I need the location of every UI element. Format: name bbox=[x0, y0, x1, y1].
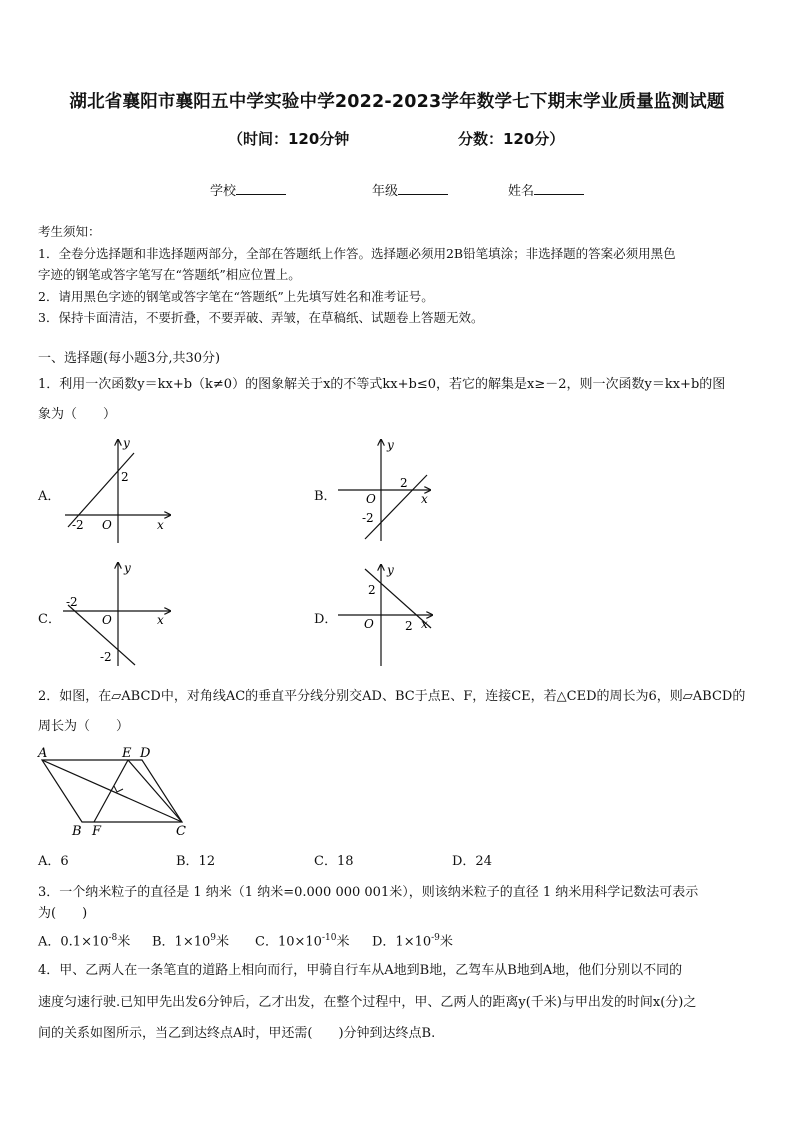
q2-option-a: A．6 bbox=[38, 854, 69, 869]
grade-field bbox=[372, 180, 448, 199]
notice-heading: 考生须知： bbox=[38, 224, 101, 239]
section-heading: 一、选择题(每小题3分,共30分) bbox=[38, 351, 221, 366]
name-label: 姓名 bbox=[508, 184, 535, 199]
origin-label: O bbox=[102, 518, 112, 532]
y-intercept-label: 2 bbox=[368, 583, 376, 597]
y-intercept-label: -2 bbox=[362, 511, 374, 525]
q3-option-b-unit: 米 bbox=[216, 934, 230, 950]
q2-parallelogram-figure bbox=[36, 744, 196, 839]
x-intercept-label: -2 bbox=[72, 518, 84, 532]
q3-option-a bbox=[38, 928, 130, 952]
q2-stem-line2: 周长为（ ） bbox=[38, 719, 130, 734]
q1-option-b-label: B． bbox=[314, 489, 337, 504]
point-a-label: A bbox=[38, 746, 48, 761]
q3-option-a-base: A．0.1×10 bbox=[38, 934, 109, 950]
y-axis-label: y bbox=[387, 563, 394, 577]
q4-stem-line2: 速度匀速行驶.已知甲先出发6分钟后，乙才出发，在整个过程中，甲、乙两人的距离y(千米)与甲出发的时间x(分)之 bbox=[38, 995, 697, 1010]
name-field bbox=[508, 180, 584, 199]
notice-item-2: 2．请用黑色字迹的钢笔或答字笔在“答题纸”上先填写姓名和准考证号。 bbox=[38, 289, 434, 304]
q3-option-d bbox=[372, 928, 453, 952]
q2-option-b: B．12 bbox=[176, 854, 216, 869]
time-limit: （时间：120分钟 bbox=[228, 130, 350, 148]
notice-item-3: 3．保持卡面清洁，不要折叠，不要弄破、弄皱，在草稿纸、试题卷上答题无效。 bbox=[38, 310, 484, 325]
q3-option-b-base: B．1×10 bbox=[152, 934, 211, 950]
x-axis-label: x bbox=[157, 518, 164, 532]
x-axis-label: x bbox=[421, 617, 428, 631]
y-intercept-label: -2 bbox=[100, 650, 112, 664]
y-axis-label: y bbox=[124, 561, 131, 575]
q2-option-d: D．24 bbox=[452, 854, 492, 869]
q3-option-b-exponent: 9 bbox=[210, 933, 216, 943]
school-label: 学校 bbox=[210, 184, 237, 199]
q3-option-c-unit: 米 bbox=[336, 934, 350, 950]
origin-label: O bbox=[364, 617, 374, 631]
q1-option-b-graph bbox=[335, 437, 440, 545]
q3-option-a-unit: 米 bbox=[117, 934, 131, 950]
q2-option-c: C．18 bbox=[314, 854, 354, 869]
q3-option-d-exponent: -9 bbox=[431, 933, 440, 943]
x-intercept-label: 2 bbox=[400, 476, 408, 490]
notice-item-1a: 1．全卷分选择题和非选择题两部分，全部在答题纸上作答。选择题必须用2B铅笔填涂；非选择题的答案必须用黑色 bbox=[38, 246, 676, 261]
y-axis-label: y bbox=[123, 436, 130, 450]
origin-label: O bbox=[102, 613, 112, 627]
x-axis-label: x bbox=[421, 492, 428, 506]
q1-option-a-graph bbox=[60, 435, 180, 550]
q4-stem-line3: 间的关系如图所示，当乙到达终点A时，甲还需( )分钟到达终点B. bbox=[38, 1026, 436, 1041]
exam-title: 湖北省襄阳市襄阳五中学实验中学2022-2023学年数学七下期末学业质量监测试题 bbox=[69, 92, 725, 112]
q2-stem-line1: 2．如图，在▱ABCD中，对角线AC的垂直平分线分别交AD、BC于点E、F，连接CE，若△CED的周长为6，则▱ABCD的 bbox=[38, 689, 746, 704]
school-blank bbox=[236, 182, 286, 195]
q1-stem-line1: 1．利用一次函数y＝kx+b（k≠0）的图象解关于x的不等式kx+b≤0，若它的解集是x≥－2，则一次函数y＝kx+b的图 bbox=[38, 377, 726, 392]
x-axis-label: x bbox=[157, 613, 164, 627]
q3-option-c bbox=[255, 928, 349, 952]
y-axis-label: y bbox=[387, 438, 394, 452]
grade-blank bbox=[398, 182, 448, 195]
q1-stem-line2: 象为（ ） bbox=[38, 407, 117, 422]
point-e-label: E bbox=[122, 746, 132, 761]
school-field bbox=[210, 180, 286, 199]
q3-stem-line2: 为( ) bbox=[38, 906, 88, 921]
q1-option-d-label: D． bbox=[314, 612, 338, 627]
grade-label: 年级 bbox=[372, 184, 399, 199]
q3-option-c-exponent: -10 bbox=[321, 933, 337, 943]
point-f-label: F bbox=[92, 824, 102, 839]
name-blank bbox=[534, 182, 584, 195]
origin-label: O bbox=[366, 492, 376, 506]
x-intercept-label: 2 bbox=[405, 619, 413, 633]
q1-option-a-label: A． bbox=[38, 489, 61, 504]
point-c-label: C bbox=[176, 824, 186, 839]
point-d-label: D bbox=[140, 746, 151, 761]
total-score: 分数：120分） bbox=[458, 130, 565, 148]
q3-option-d-unit: 米 bbox=[439, 934, 453, 950]
point-b-label: B bbox=[72, 824, 82, 839]
q3-stem-line1: 3．一个纳米粒子的直径是 1 纳米（1 纳米=0.000 000 001米），则该纳米粒子的直径 1 纳米用科学记数法可表示 bbox=[38, 885, 699, 900]
q1-option-c-graph bbox=[60, 560, 180, 670]
q1-option-c-label: C． bbox=[38, 612, 61, 627]
notice-item-1b: 字迹的钢笔或答字笔写在“答题纸”相应位置上。 bbox=[38, 267, 301, 282]
q4-stem-line1: 4．甲、乙两人在一条笔直的道路上相向而行，甲骑自行车从A地到B地，乙驾车从B地到A地，他们分别以不同的 bbox=[38, 963, 683, 978]
q3-option-c-base: C．10×10 bbox=[255, 934, 322, 950]
x-intercept-label: -2 bbox=[66, 595, 78, 609]
q3-option-a-exponent: -8 bbox=[108, 933, 118, 943]
q1-option-d-graph bbox=[335, 562, 440, 670]
q3-option-d-base: D．1×10 bbox=[372, 934, 432, 950]
q3-option-b bbox=[152, 928, 229, 952]
y-intercept-label: 2 bbox=[121, 470, 129, 484]
